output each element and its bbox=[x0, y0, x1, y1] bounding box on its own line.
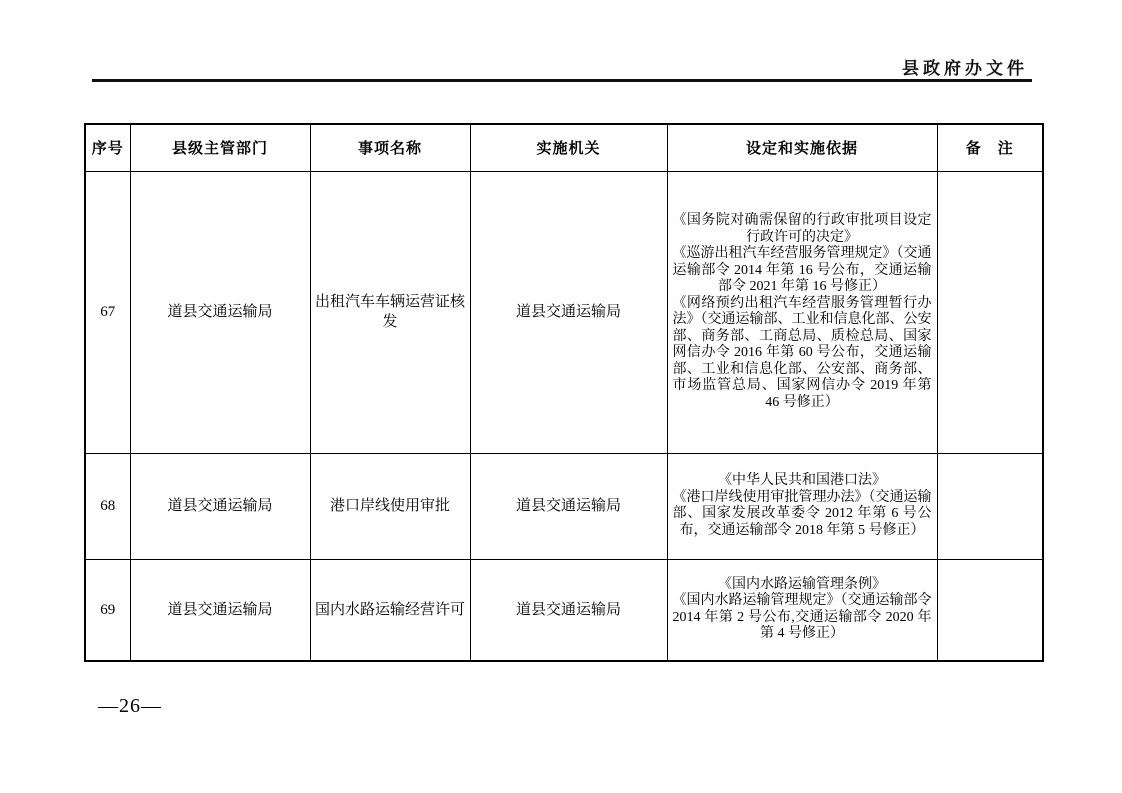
cell-agency: 道县交通运输局 bbox=[470, 453, 667, 559]
cell-no: 67 bbox=[85, 171, 130, 453]
cell-basis bbox=[667, 559, 937, 661]
cell-item-name: 出租汽车车辆运营证核发 bbox=[310, 171, 470, 453]
cell-agency: 道县交通运输局 bbox=[470, 171, 667, 453]
doc-header-title: 县政府办文件 bbox=[902, 59, 1028, 78]
basis-reference: 《港口岸线使用审批管理办法》（交通运输部、国家发展改革委令 2012 年第 6 号公布，交通运输部令 2018 年第 5 号修正） bbox=[672, 489, 932, 538]
cell-item-name: 国内水路运输经营许可 bbox=[310, 559, 470, 661]
basis-reference: 《国内水路运输管理条例》 bbox=[718, 576, 886, 592]
basis-reference: 《巡游出租汽车经营服务管理规定》（交通运输部令 2014 年第 16 号公布，交通运输部令 2021 年第 16 号修正） bbox=[672, 246, 932, 294]
cell-no: 69 bbox=[85, 559, 130, 661]
col-header-agency: 实施机关 bbox=[470, 124, 667, 171]
doc-header-rule bbox=[92, 79, 1032, 82]
col-header-basis: 设定和实施依据 bbox=[667, 124, 937, 171]
table-header-row bbox=[85, 124, 1043, 171]
cell-basis bbox=[667, 453, 937, 559]
table-row bbox=[85, 171, 1043, 453]
basis-reference: 《国内水路运输管理规定》（交通运输部令 2014 年第 2 号公布,交通运输部令 2020 年第 4 号修正） bbox=[672, 593, 932, 642]
cell-remark bbox=[937, 559, 1043, 661]
basis-reference: 《国务院对确需保留的行政审批项目设定行政许可的决定》 bbox=[672, 213, 932, 245]
cell-remark bbox=[937, 171, 1043, 453]
table-row bbox=[85, 453, 1043, 559]
cell-remark bbox=[937, 453, 1043, 559]
col-header-no: 序号 bbox=[85, 124, 130, 171]
col-header-remark: 备 注 bbox=[937, 124, 1043, 171]
page-number: —26— bbox=[98, 695, 162, 717]
basis-reference: 《网络预约出租汽车经营服务管理暂行办法》（交通运输部、工业和信息化部、公安部、商务部、工商总局、质检总局、国家网信办令 2016 年第 60 号公布，交通运输部、工业和信息化部、公安部、商务部、市场监管总局、国家网信办令 2019 年第 46 号修正） bbox=[672, 295, 932, 410]
approval-items-table bbox=[84, 123, 1044, 662]
cell-agency: 道县交通运输局 bbox=[470, 559, 667, 661]
cell-no: 68 bbox=[85, 453, 130, 559]
cell-basis bbox=[667, 171, 937, 453]
cell-item-name: 港口岸线使用审批 bbox=[310, 453, 470, 559]
basis-reference: 《中华人民共和国港口法》 bbox=[718, 473, 886, 488]
cell-department: 道县交通运输局 bbox=[130, 171, 310, 453]
table-row bbox=[85, 559, 1043, 661]
col-header-item-name: 事项名称 bbox=[310, 124, 470, 171]
col-header-department: 县级主管部门 bbox=[130, 124, 310, 171]
cell-department: 道县交通运输局 bbox=[130, 559, 310, 661]
cell-department: 道县交通运输局 bbox=[130, 453, 310, 559]
